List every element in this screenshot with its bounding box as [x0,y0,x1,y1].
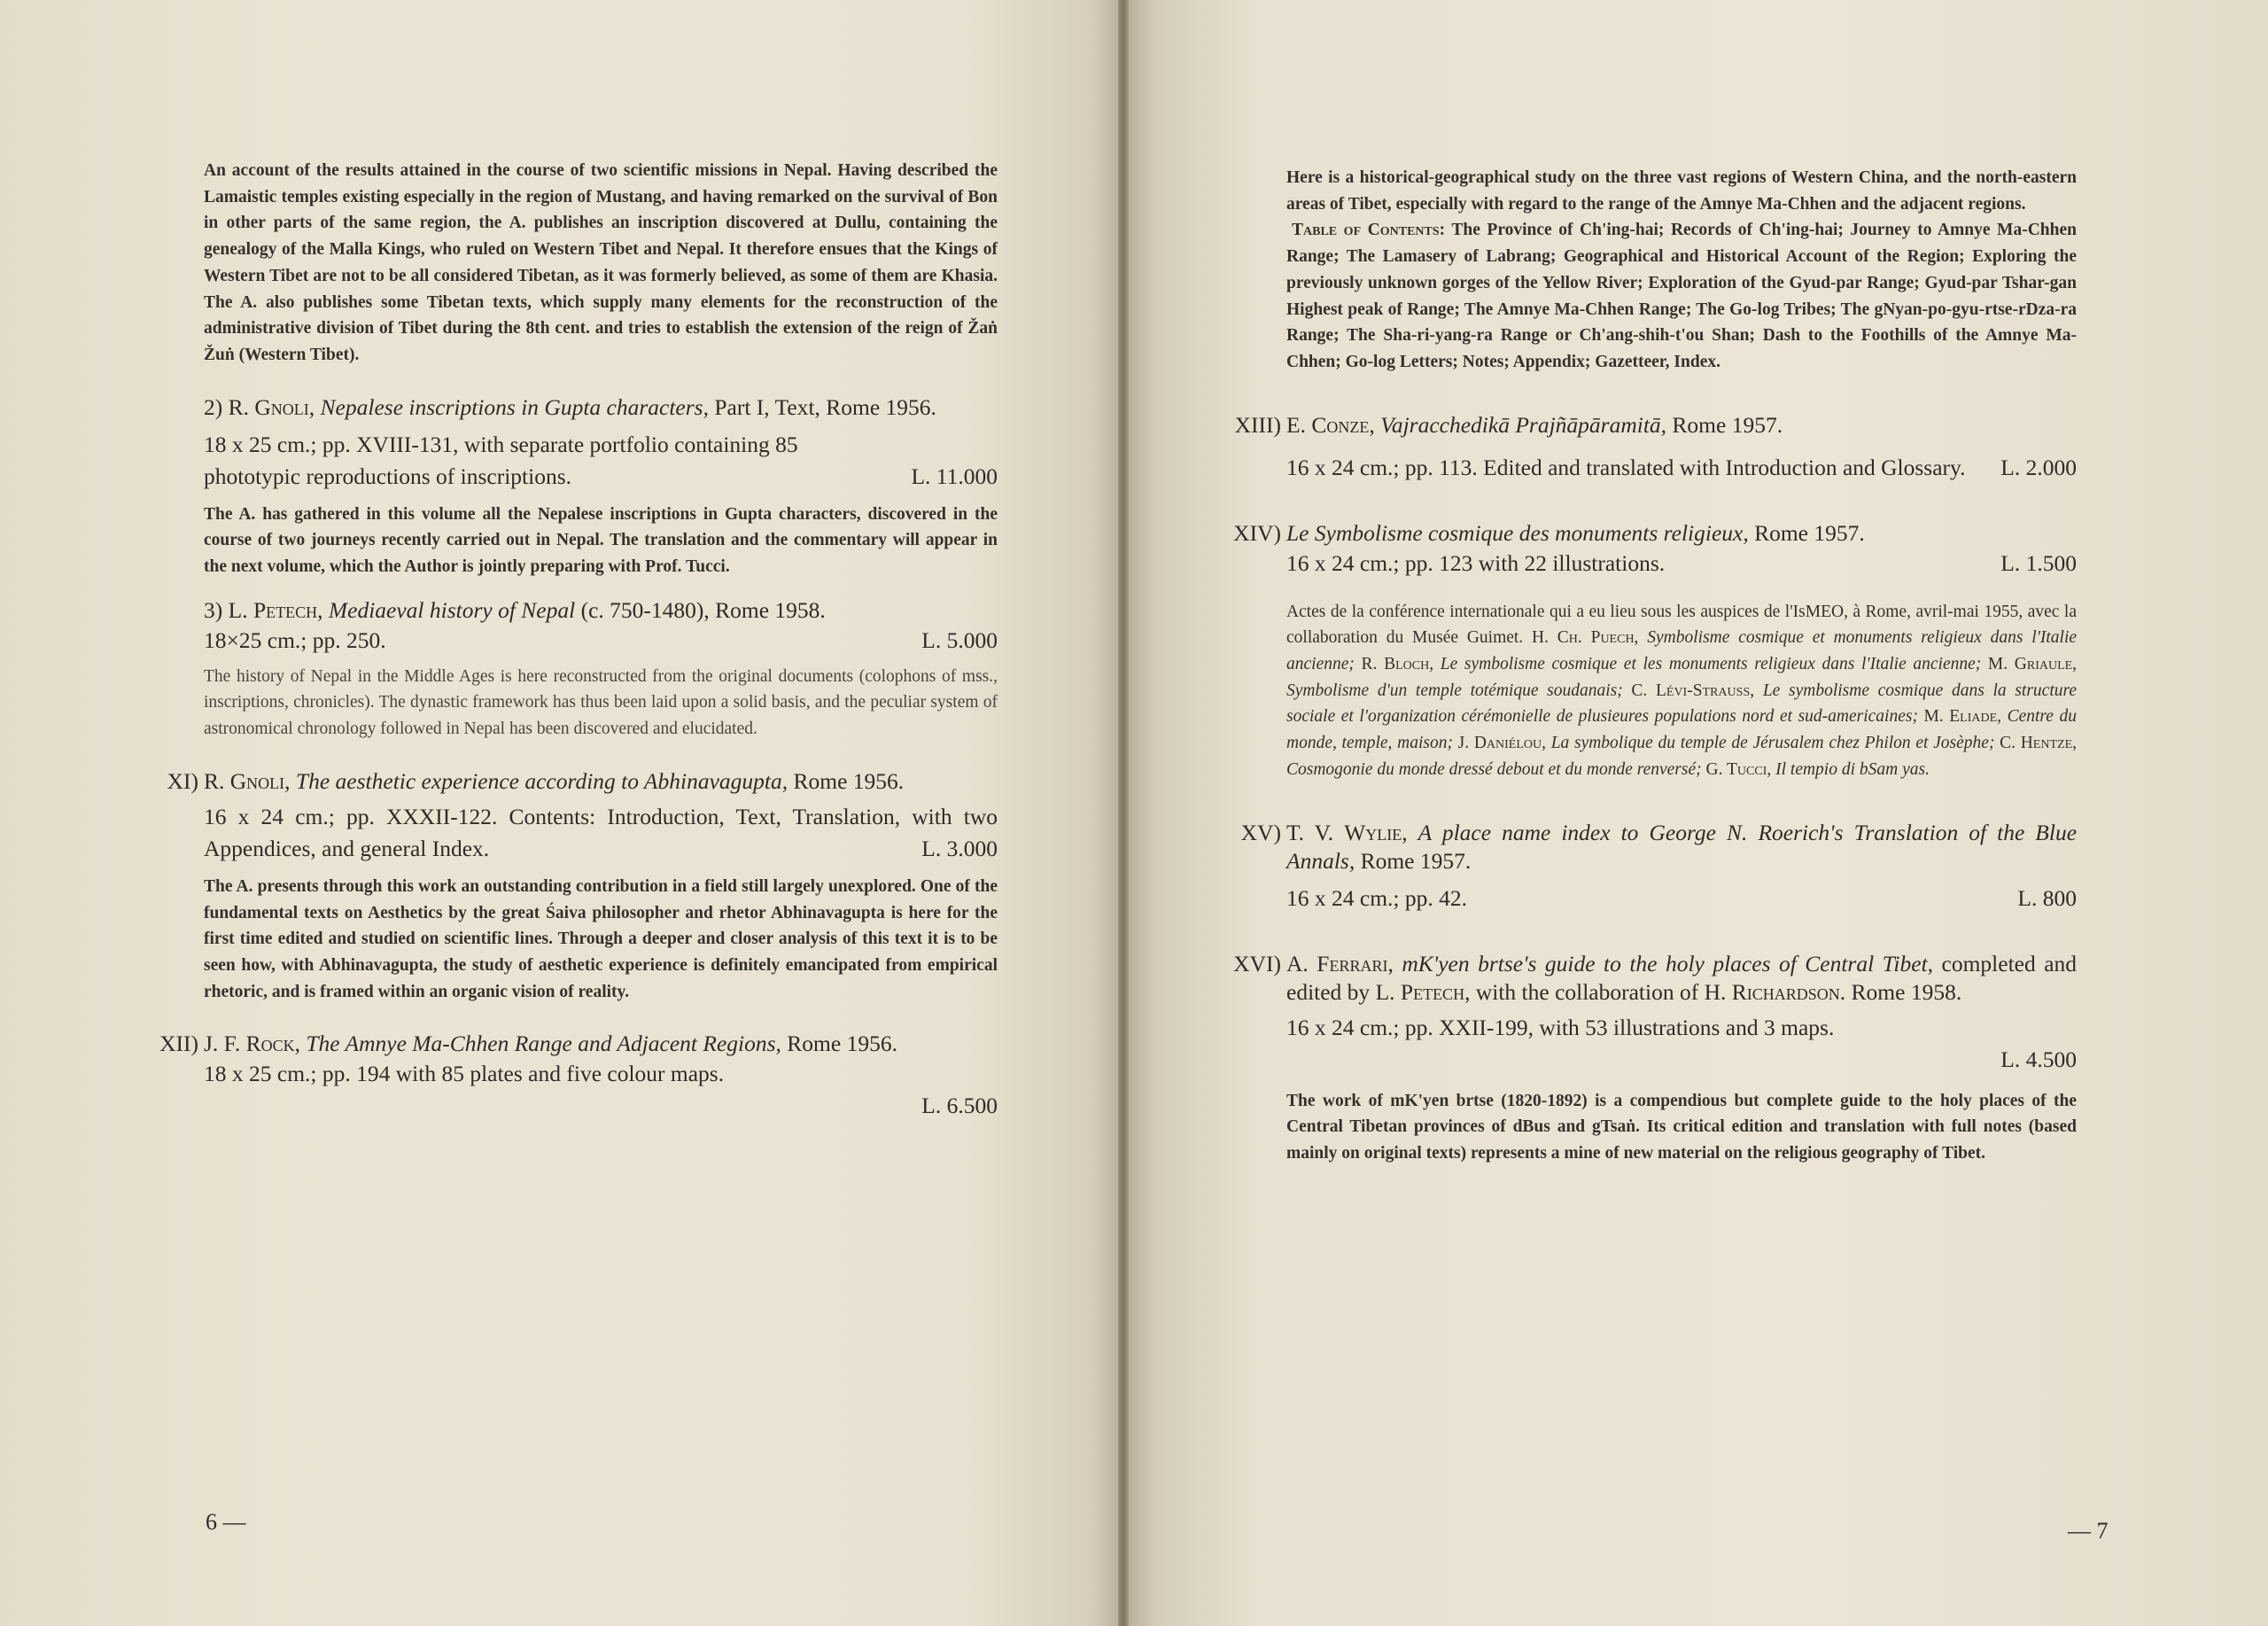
book-title: Nepalese inscriptions in Gupta characters, [320,393,709,420]
entry-xiii [1234,411,2077,484]
entry-description: The work of mK'yen brtse (1820-1892) is a compendious but complete guide to the holy places of the Central Tibetan provinces of dBus and gTsaṅ. Its critical edition and translation with full notes (based mainly on original texts) represents a mine of new material on the religious geography of Tibet. [1286,1091,2077,1163]
book-details: 16 x 24 cm.; pp. 42. [1286,884,1467,911]
contribution: C. Lévi-Strauss, Le symbolisme cosmique dans la structure sociale et l'organization cérémonielle de plusieures populations nord et sud-americaines; [1286,681,2078,727]
author-initial: E. [1286,411,1306,438]
entry-heading [1233,519,2077,548]
book-title: mK'yen brtse's guide to the holy places of Central Tibet, [1402,950,1934,976]
page-number: 6 — [206,1509,246,1535]
table-of-contents [1286,217,2077,375]
entry-heading [167,767,998,796]
entry-number: XVI) [1233,950,1281,976]
book-gutter [1118,0,1129,1626]
entry-xiv [1233,519,2078,783]
entry-description: The A. has gathered in this volume all the Nepalese inscriptions in Gupta characters, discovered in the course of two journeys recently carried out in Nepal. The translation and the commentary will appear in the next volume, which the Author is jointly preparing with Prof. Tucci. [204,504,998,577]
entry-number: 2) [204,393,223,420]
publication-info: Rome 1957. [1754,519,1865,546]
left-column [159,158,998,1122]
book-title: The Amnye Ma-Chhen Range and Adjacent Regions, [306,1031,781,1057]
entry-xii [159,1030,998,1122]
contribution: J. Daniélou, La symbolique du temple de Jérusalem chez Philon et Josèphe; [1457,734,1995,753]
book-details: 16 x 24 cm.; pp. XXII-199, with 53 illustrations and 3 maps. [1286,1014,1835,1040]
collaborator-name: Richardson. [1731,978,1846,1005]
contribution: R. Bloch, Le symbolisme cosmique et les monuments religieux dans l'Italie ancienne; [1361,655,1982,674]
author-name: Petech, [252,596,323,623]
author-name: Ferrari, [1317,950,1394,976]
entry-xvi [1233,950,2078,1167]
author-name: Wylie, [1344,819,1408,845]
price: L. 800 [2017,884,2077,911]
price: L. 4.500 [2000,1046,2077,1072]
contribution: H. Ch. Puech, Symbolisme cosmique et monuments religieux dans l'Italie ancienne; [1286,628,2078,674]
publication-info: Rome 1957. [1360,847,1472,874]
editor-name: Petech, [1400,978,1471,1005]
right-column [1233,165,2078,1167]
entry-heading: XVI) A. Ferrari, mK'yen brtse's guide to the holy places of Central Tibet, completed and edited by L. Petech, with the collaboration of H. Richardson. Rome 1958. [1233,950,2078,1005]
author-initial: T. V. [1286,819,1334,845]
publication-info: Part I, Text, Rome 1956. [714,393,936,420]
author-initial: J. F. [204,1031,241,1057]
entry-xi [167,767,998,1006]
entry-heading [204,596,998,625]
entry-number: XIV) [1233,519,1281,546]
entry-heading [1240,819,2078,875]
author-name: Rock, [245,1031,300,1057]
contribution: G. Tucci, Il tempio di bSam yas. [1705,759,1930,779]
entry-3 [204,596,998,743]
price: L. 2.000 [2000,454,2077,480]
entry-number: XI) [167,767,198,794]
author-initial: A. [1286,950,1309,976]
price: L. 6.500 [921,1093,998,1119]
author-name: Gnoli, [229,767,291,794]
entry-heading [1234,411,2077,440]
entry-description: Actes de la conférence internationale qui a eu lieu sous les auspices de l'IsMEO, à Rome, avril-mai 1955, avec la collaboration du Musée Guimet. H. Ch. Puech, Symbolisme cosmique et monuments religieux dans l'Italie ancienne; R. Bloch, Le symbolisme cosmique et les monuments religieux dans l'Italie ancienne; M. Griaule, Symbolisme d'un temple totémique soudanais; C. Lévi-Strauss, Le symbolisme cosmique dans la structure sociale et l'organization cérémonielle de plusieures populations nord et sud-americaines; M. Eliade, Centre du monde, temple, maison; J. Daniélou, La symbolique du temple de Jérusalem chez Philon et Josèphe; C. Hentze, Cosmogonie du monde dressé debout et du monde renversé; G. Tucci, Il tempio di bSam yas. [1286,602,2078,779]
entry-xv [1240,819,2078,914]
book-title: Le Symbolisme cosmique des monuments religieux, [1286,519,1749,546]
author-initial: L. [228,596,248,623]
entry-number: XII) [159,1031,198,1057]
toc-label: Table of Contents: [1292,221,1446,240]
entry-number: XIII) [1234,411,1281,438]
price: L. 3.000 [921,835,998,861]
book-details: 16 x 24 cm.; pp. 123 with 22 illustrations. [1286,549,1666,576]
entry-number: XV) [1240,819,1281,845]
publication-info: Rome 1956. [787,1031,897,1057]
author-name: Conze, [1311,411,1375,438]
author-name: Gnoli, [254,393,315,420]
page-number: — 7 [2068,1518,2109,1544]
book-title: The aesthetic experience according to Abhinavagupta, [295,767,788,794]
toc-text: The Province of Ch'ing-hai; Records of Ch'ing-hai; Journey to Amnye Ma-Chhen Range; The Lamasery of Labrang; Geographical and Historical Account of the Region; Exploring the previously unknown gorges of the Yellow River; Exploration of the Gyud-par Range; Gyud-par Tshar-gan Highest peak of Range; The Amnye Ma-Chhen Range; The Go-log Tribes; The gNyan-po-gyu-rtse-rDza-ra Range; The Sha-ri-yang-ra Range or Ch'ang-shih-t'ou Shan; Dash to the Foothills of the Amnye Ma-Chhen; Go-log Letters; Notes; Appendix; Gazetteer, Index. [1286,221,2077,371]
entry-number: 3) [204,596,223,623]
book-title: Mediaeval history of Nepal [328,596,576,623]
entry-description: The history of Nepal in the Middle Ages is here reconstructed from the original documents (colophons of mss., inscriptions, chronicles). The dynastic framework has thus been laid upon a solid basis, and the peculiar system of astronomical chronology followed in Nepal has been discovered and elucidated. [204,666,998,739]
book-title: A place name index to George N. Roerich's Translation of the Blue Annals, [1286,819,2078,874]
intro-paragraph: Here is a historical-geographical study on the three vast regions of Western China, and the north-eastern areas of Tibet, especially with regard to the range of the Amnye Ma-Chhen and the adjacent regions. [1286,168,2077,214]
book-details: 18 x 25 cm.; pp. 194 with 85 plates and five colour maps. [204,1061,725,1087]
publication-info: Rome 1958. [1851,978,1962,1005]
author-initial: R. [204,767,225,794]
entry-heading [204,393,998,422]
price: L. 1.500 [2000,549,2077,576]
book-details-cont: phototypic reproductions of inscriptions. [204,463,572,489]
publication-info: (c. 750-1480), Rome 1958. [580,596,826,623]
intro-paragraph: An account of the results attained in the course of two scientific missions in Nepal. Having described the Lamaistic temples existing especially in the region of Mustang, and having remarked on the survival of Bon in other parts of the same region, the A. publishes an inscription discovered at Dullu, containing the genealogy of the Malla Kings, who ruled on Western Tibet and Nepal. It therefore ensues that the Kings of Western Tibet are not to be all considered Tibetan, as it was formerly believed, as some of them are Khasia. The A. also publishes some Tibetan texts, which supply many elements for the reconstruction of the administrative division of Tibet during the 8th cent. and tries to establish the extension of the reign of Žaṅ Žuṅ (Western Tibet). [204,161,998,364]
price: L. 5.000 [921,626,998,653]
book-details: 18×25 cm.; pp. 250. [204,626,386,653]
book-details: 16 x 24 cm.; pp. XXXII-122. Contents: Introduction, Text, Translation, with two Appendices, and general Index. L. 3.000 [204,801,998,865]
publication-info: Rome 1956. [793,767,905,794]
price: L. 11.000 [911,463,998,489]
book-title: Vajracchedikā Prajñāpāramitā, [1380,411,1667,438]
entry-2 [204,393,998,580]
book-details: 18 x 25 cm.; pp. XVIII-131, with separate portfolio containing 85 [204,431,798,457]
book-details: 16 x 24 cm.; pp. 113. Edited and translated with Introduction and Glossary. L. 2.000 [1286,452,2077,484]
author-initial: R. [228,393,250,420]
publication-info: Rome 1957. [1672,411,1783,438]
contribution: C. Hentze, Cosmogonie du monde dressé debout et du monde renversé; [1286,734,2077,779]
contribution: M. Eliade, Centre du monde, temple, maison; [1286,707,2077,753]
entry-heading [159,1030,998,1058]
contribution: M. Griaule, Symbolisme d'un temple totémique soudanais; [1286,655,2078,700]
entry-description: The A. presents through this work an outstanding contribution in a field still largely unexplored. One of the fundamental texts on Aesthetics by the great Śaiva philosopher and rhetor Abhinavagupta is here for the first time edited and studied on scientific lines. Through a deeper and closer analysis of this text it is to be seen how, with Abhinavagupta, the study of aesthetic experience is definitely emancipated from empirical rhetoric, and is framed within an organic vision of reality. [204,876,998,1001]
